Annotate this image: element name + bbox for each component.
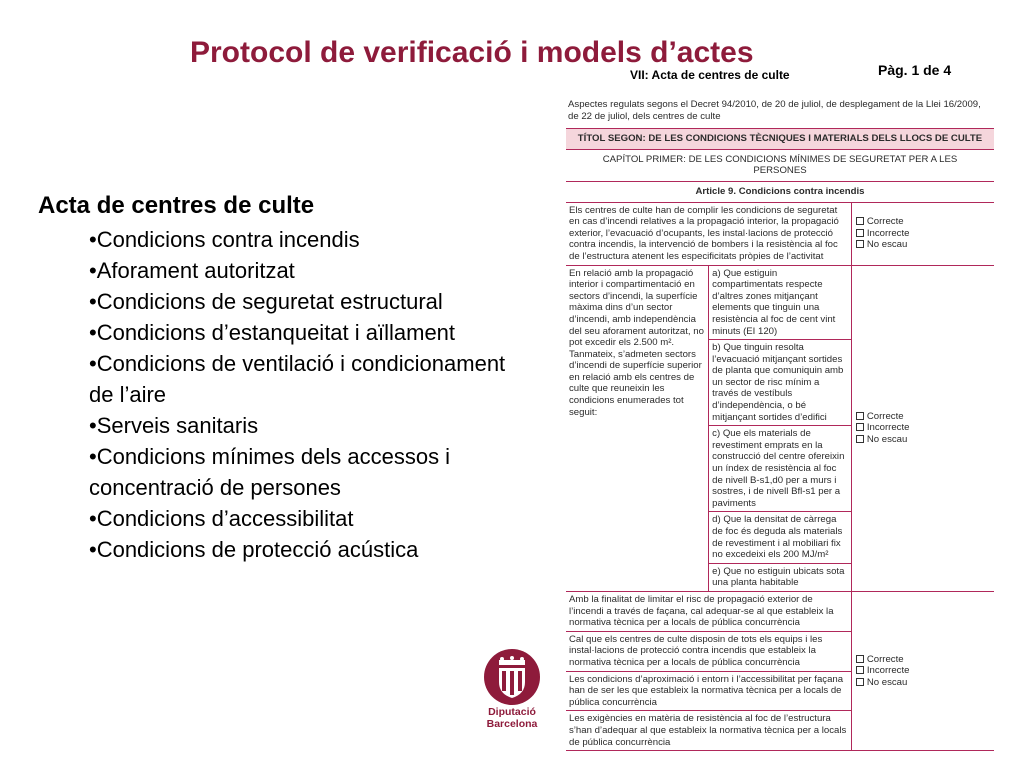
option-label: Incorrecte xyxy=(866,665,910,677)
option-correcte[interactable] xyxy=(856,216,991,228)
option-no-escau[interactable] xyxy=(856,239,991,251)
list-item: •Condicions mínimes dels accessos i concentració de persones xyxy=(89,444,451,500)
diputacio-barcelona-logo xyxy=(480,648,544,730)
document-excerpt xyxy=(566,94,994,751)
table-row xyxy=(566,203,994,265)
option-incorrecte[interactable] xyxy=(856,665,991,677)
titol-band: TÍTOL SEGON: DE LES CONDICIONS TÈCNIQUES I MATERIALS DELS LLOCS DE CULTE xyxy=(566,128,994,150)
option-label: Incorrecte xyxy=(866,422,910,434)
options-cell xyxy=(851,591,994,750)
checkbox-icon xyxy=(856,412,864,420)
list-item: •Condicions de seguretat estructural xyxy=(89,289,443,314)
list-item: •Condicions de ventilació i condicionament de l’aire xyxy=(89,351,506,407)
table-cell: En relació amb la propagació interior i compartimentació en sectors d’incendi, la superfície màxima dins d’un sector d’incendi, amb independència del seu aforament autoritzat, no pot excedir els 2.500 m². Tanmateix, s’admeten sectors d’incendi de superfície superior en relació amb els centres de culte que reuneixin les condicions enumerades tot seguit: xyxy=(566,265,709,591)
checkbox-icon xyxy=(856,435,864,443)
checklist-table xyxy=(566,203,994,752)
options-cell xyxy=(851,203,994,265)
page-number: Pàg. 1 de 4 xyxy=(878,62,952,78)
option-label: Incorrecte xyxy=(866,227,910,239)
table-cell: Amb la finalitat de limitar el risc de propagació exterior de l’incendi a través de façana, cal adequar-se al que estableix la normativa tècnica per a locals de pública concurrència xyxy=(566,591,851,631)
table-cell: c) Que els materials de revestiment emprats en la construcció del centre ofereixin un índex de resistència al foc de nivell B-s1,d0 per a murs i sostres, i de nivell Bfl-s1 per a paviments xyxy=(709,426,852,512)
list-item: •Condicions de protecció acústica xyxy=(89,537,419,562)
checkbox-icon xyxy=(856,423,864,431)
option-correcte[interactable] xyxy=(856,411,991,423)
table-cell: Els centres de culte han de complir les condicions de seguretat en cas d’incendi relatives a la propagació interior, la propagació exterior, l’evacuació d’ocupants, les instal·lacions de protecció contra incendis, la intervenció de bombers i la resistència al foc de l’estructura atenent les especificitats pròpies de l’activitat xyxy=(566,203,851,265)
list-item: •Condicions d’accessibilitat xyxy=(89,506,354,531)
table-row xyxy=(566,265,994,340)
checkbox-icon xyxy=(856,655,864,663)
option-label: Correcte xyxy=(866,216,904,228)
option-label: Correcte xyxy=(866,410,904,422)
option-incorrecte[interactable] xyxy=(856,228,991,240)
table-cell: Les exigències en matèria de resistència al foc de l’estructura s’han d’adequar al que estableix la normativa tècnica per a locals de pública concurrència xyxy=(566,711,851,751)
capitol-band: CAPÍTOL PRIMER: DE LES CONDICIONS MÍNIMES DE SEGURETAT PER A LES PERSONES xyxy=(566,150,994,182)
list-item: •Condicions d’estanqueitat i aïllament xyxy=(89,320,456,345)
checkbox-icon xyxy=(856,240,864,248)
list-item: •Condicions contra incendis xyxy=(89,227,360,252)
crown-emblem-icon xyxy=(483,648,541,706)
summary-panel xyxy=(38,192,508,565)
document-intro: Aspectes regulats segons el Decret 94/2010, de 20 de juliol, de desplegament de la Llei 16/2009, de 22 de juliol, dels centres de culte xyxy=(568,99,981,122)
slide-title: Protocol de verificació i models d’actes xyxy=(190,36,754,69)
table-cell: e) Que no estiguin ubicats sota una planta habitable xyxy=(709,563,852,591)
option-label: No escau xyxy=(866,239,908,251)
table-cell: b) Que tinguin resolta l’evacuació mitjançant sortides de planta que comuniquin amb un sector de risc mínim a través de vestíbuls d’independència, o bé mitjançant sortides d’edifici xyxy=(709,340,852,426)
option-incorrecte[interactable] xyxy=(856,422,991,434)
option-label: No escau xyxy=(866,434,908,446)
table-row xyxy=(566,591,994,631)
checkbox-icon xyxy=(856,229,864,237)
document-heading: VII: Acta de centres de culte xyxy=(630,68,790,82)
list-item: •Aforament autoritzat xyxy=(89,258,295,283)
table-cell: Cal que els centres de culte disposin de tots els equips i les instal·lacions de protecció contra incendis que estableix la normativa tècnica per a locals de pública concurrència xyxy=(566,631,851,671)
checkbox-icon xyxy=(856,678,864,686)
options-cell xyxy=(851,265,994,591)
article-band: Article 9. Condicions contra incendis xyxy=(566,182,994,203)
option-label: Correcte xyxy=(866,653,904,665)
checkbox-icon xyxy=(856,217,864,225)
option-no-escau[interactable] xyxy=(856,677,991,689)
table-cell: d) Que la densitat de càrrega de foc és deguda als materials de revestiment i al mobiliari fix no excedeixi els 200 MJ/m² xyxy=(709,512,852,563)
option-correcte[interactable] xyxy=(856,654,991,666)
table-cell: Les condicions d’aproximació i entorn i l’accessibilitat per façana han de ser les que estableix la normativa tècnica per a locals de pública concurrència xyxy=(566,671,851,711)
summary-heading: Acta de centres de culte xyxy=(38,192,315,219)
logo-text-line1: Diputació xyxy=(488,706,536,718)
logo-text-line2: Barcelona xyxy=(486,718,538,730)
summary-list xyxy=(38,224,508,565)
list-item: •Serveis sanitaris xyxy=(89,413,259,438)
checkbox-icon xyxy=(856,666,864,674)
option-label: No escau xyxy=(866,676,908,688)
option-no-escau[interactable] xyxy=(856,434,991,446)
table-cell: a) Que estiguin compartimentats respecte d’altres zones mitjançant elements que tinguin una resistència al foc de cent vint minuts (EI 120) xyxy=(709,265,852,340)
